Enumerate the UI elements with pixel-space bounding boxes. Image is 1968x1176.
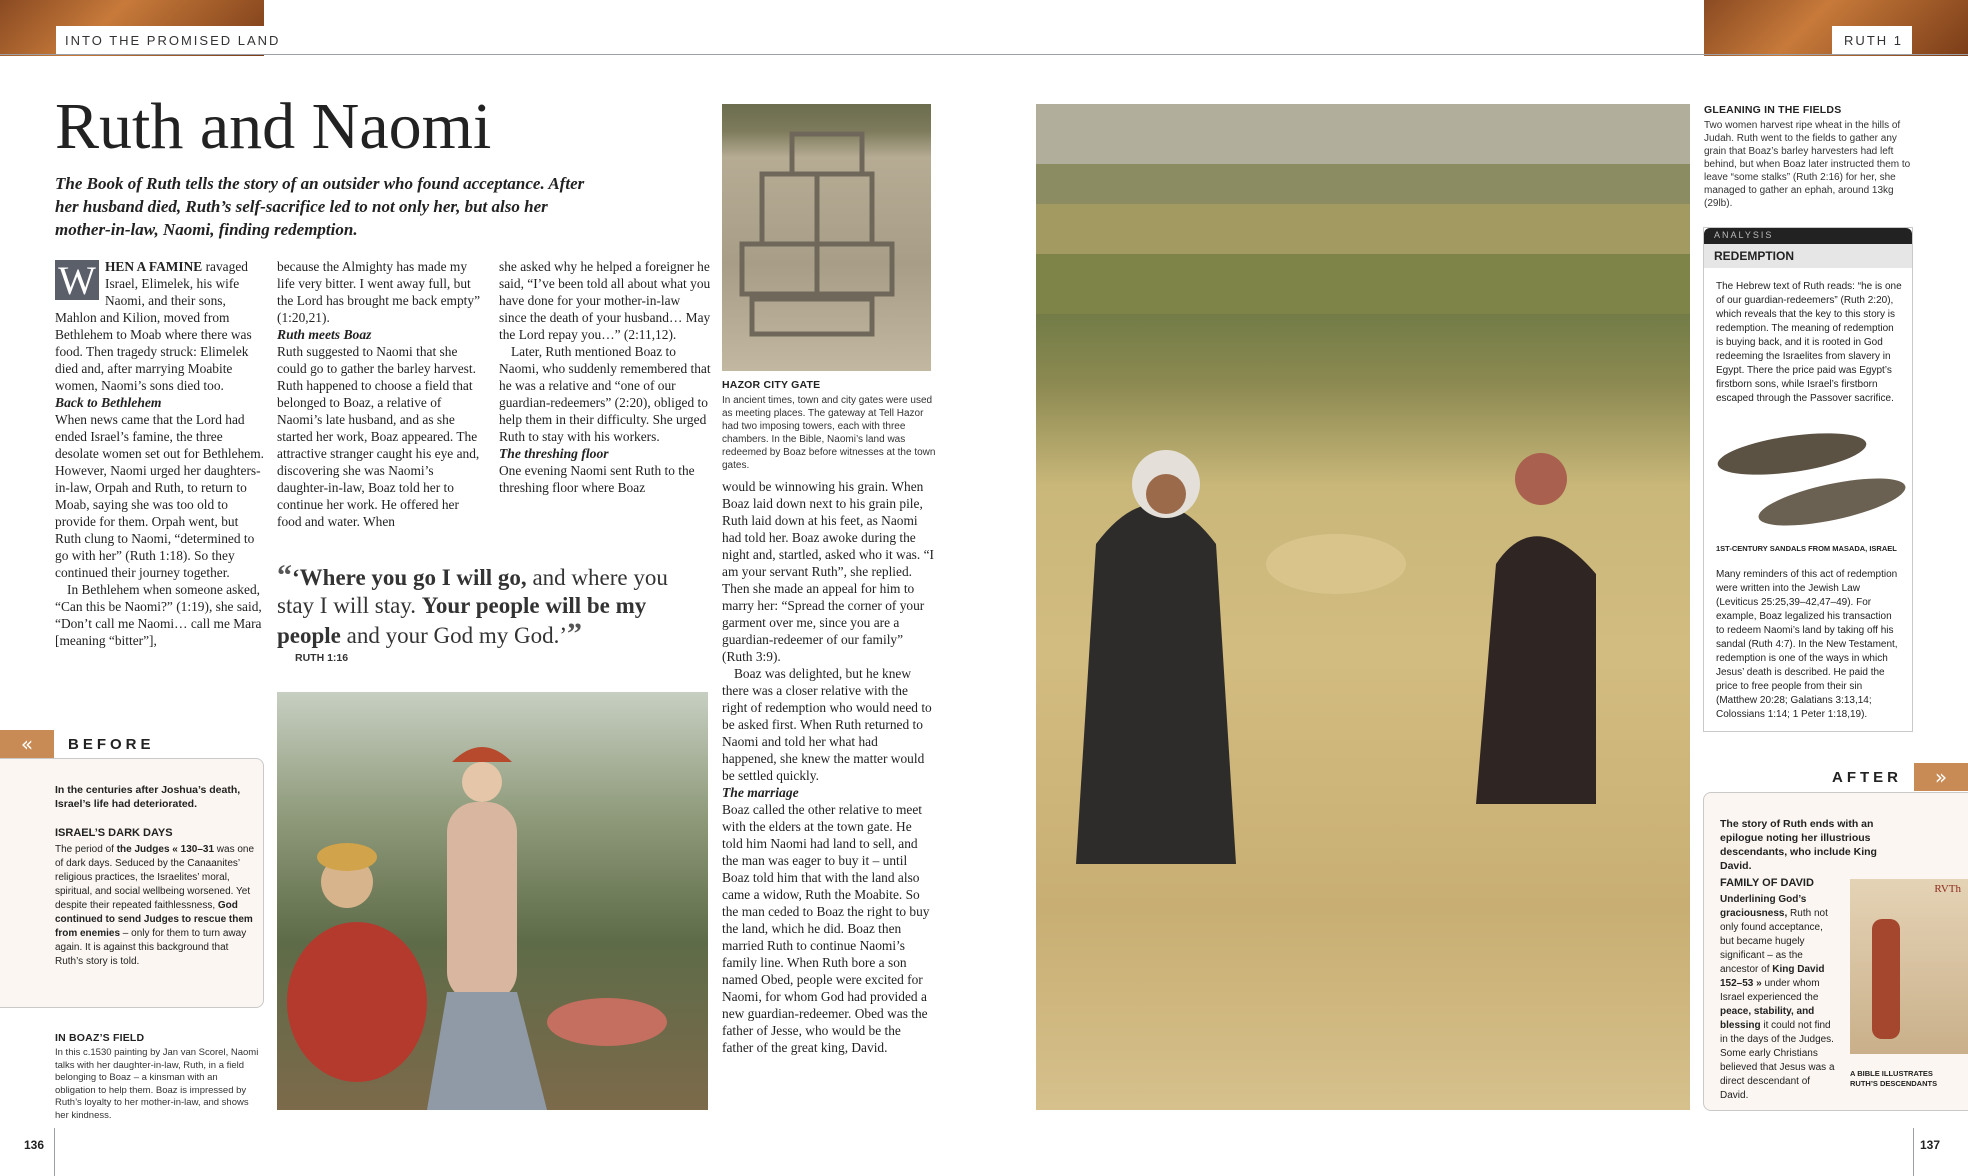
caption-title: HAZOR CITY GATE <box>722 379 821 391</box>
after-heading: FAMILY OF DAVID <box>1720 877 1814 889</box>
text: The period of <box>55 844 117 855</box>
women-harvesting-illustration <box>1036 104 1690 1110</box>
quote-part: Your people will be my people <box>277 593 647 648</box>
analysis-title: REDEMPTION <box>1714 249 1795 263</box>
subheading: Back to Bethlehem <box>55 395 162 410</box>
hazor-ruins-illustration <box>722 104 931 371</box>
article-title: Ruth and Naomi <box>55 90 492 163</box>
paragraph: she asked why he helped a foreigner he said, “I’ve been told all about what you have done for your mother-in-law since the death of your husband… May the Lord repay you…” (2:11,12). <box>499 259 711 342</box>
before-label: BEFORE <box>68 736 155 753</box>
caption-title: GLEANING IN THE FIELDS <box>1704 104 1842 116</box>
dropcap: W <box>55 260 99 300</box>
quote-part: and your God my God.’ <box>340 623 568 648</box>
paragraph: In Bethlehem when someone asked, “Can this be Naomi?” (1:19), she said, “Don’t call me Naomi… call me Mara [meaning “bitter”], <box>55 582 262 648</box>
bible-image-caption: A BIBLE ILLUSTRATES RUTH’S DESCENDANTS <box>1850 1069 1938 1088</box>
chevron-right-icon: » <box>1914 763 1968 791</box>
after-lead: The story of Ruth ends with an epilogue noting her illustrious descendants, who include King David. <box>1720 818 1877 872</box>
page-number-right: 137 <box>1920 1138 1941 1152</box>
before-lead: In the centuries after Joshua’s death, Israel’s life had deteriorated. <box>55 784 241 810</box>
body-column-1 <box>55 258 265 649</box>
sandals-illustration <box>1712 424 1906 534</box>
analysis-tag-bar <box>1704 228 1912 244</box>
subheading: The marriage <box>722 785 799 800</box>
footer-rule-right <box>1913 1128 1914 1176</box>
page-number-left: 136 <box>24 1138 45 1152</box>
body-column-2 <box>277 258 482 530</box>
subheading: The threshing floor <box>499 446 609 461</box>
caption-body: In ancient times, town and city gates were used as meeting places. The gateway at Tell Hazor had two imposing towers, each with three chambers. In the Bible, Naomi’s land was redeemed by Boaz before witnesses at the town gates. <box>722 395 936 471</box>
painting-in-boaz-field <box>277 692 708 1110</box>
text: was one of dark days. Seduced by the Canaanites’ religious practices, the Israelites’ moral, spiritual, and social wellbeing worsened. Yet despite their repeated faithlessness, <box>55 844 255 911</box>
body-column-3 <box>499 258 711 496</box>
header-rule <box>0 54 1968 55</box>
analysis-title-bar <box>1704 244 1912 268</box>
hazor-gate-photo <box>722 104 931 371</box>
hazor-caption <box>722 379 936 472</box>
after-label: AFTER <box>1832 769 1902 786</box>
running-head-right: RUTH 1 <box>1844 33 1903 48</box>
chevron-left-icon: « <box>0 730 54 758</box>
text: the Judges <box>116 844 170 855</box>
wheat-field-photo <box>1036 104 1690 1110</box>
before-heading: ISRAEL’S DARK DAYS <box>55 827 173 839</box>
after-body <box>1720 893 1838 1103</box>
sandals-caption: 1ST-CENTURY SANDALS FROM MASADA, ISRAEL <box>1716 544 1897 553</box>
text: Ruth not only found acceptance, but became hugely significant – as the ancestor of <box>1720 908 1828 975</box>
quote-part: ‘Where you go I will go, <box>292 565 527 590</box>
paragraph: One evening Naomi sent Ruth to the threshing floor where Boaz <box>499 463 695 495</box>
pull-quote <box>277 559 707 650</box>
paragraph: When news came that the Lord had ended Israel’s famine, the three desolate women set out for Bethlehem. However, Naomi urged her daughters-in-law, Orpah and Ruth, to return to Moab, saying she was too old to provide for them. Orpah went, but Ruth clung to Naomi, “determined to go with her” (Ruth 1:18). So they continued their journey together. <box>55 412 264 580</box>
text: it could not find in the days of the Judges. Some early Christians believed that Jesus was a direct descendant of David. <box>1720 1020 1835 1101</box>
cross-reference-link[interactable]: « 130–31 <box>169 844 215 855</box>
caption-title: IN BOAZ’S FIELD <box>55 1032 145 1044</box>
text: peace, stability, and blessing <box>1720 1006 1815 1031</box>
quote-mark-close: ” <box>567 617 583 650</box>
running-head-left: INTO THE PROMISED LAND <box>65 33 281 48</box>
text: – only for them to turn away again. It is against this background that Ruth’s story is told. <box>55 928 247 967</box>
before-body <box>55 843 255 969</box>
quote-source: RUTH 1:16 <box>295 652 349 664</box>
caption-body: In this c.1530 painting by Jan van Scorel, Naomi talks with her daughter-in-law, Ruth, in a field belonging to Boaz – a kinsman with an obligation to help them. Boaz is impressed by Ruth’s loyalty to her mother-in-law, and shows her kindness. <box>55 1047 259 1121</box>
quote-mark-open: “ <box>277 559 292 592</box>
cross-reference-link[interactable]: King David 152–53 » <box>1720 964 1825 989</box>
text: God continued to send Judges to rescue them from enemies <box>55 900 253 939</box>
paragraph: Later, Ruth mentioned Boaz to Naomi, who suddenly remembered that he was a relative and “one of our guardian-redeemers” (2:20), obliged to help them in their difficulty. She urged Ruth to stay with his workers. <box>499 344 711 444</box>
after-box <box>1703 792 1968 1111</box>
paragraph: Boaz called the other relative to meet with the elders at the town gate. He told him Naomi had land to sell, and the man was eager to buy it – until Boaz told him that with the land also came a widow, Ruth the Moabite. So the man ceded to Boaz the right to buy the land, which he did. Boaz then married Ruth to continue Naomi’s family line. When Ruth bore a son named Obed, people were excited for Naomi, for whom God had provided a new guardian-redeemer. Obed was the father of Jesse, who would be the father of the great king, David. <box>722 802 930 1055</box>
illustrated-figure <box>1872 919 1900 1039</box>
quote-part: and where you stay I will stay. <box>277 565 668 618</box>
lead-in: HEN A FAMINE <box>105 259 203 274</box>
caption-body: Two women harvest ripe wheat in the hills of Judah. Ruth went to the fields to gather any grain that Boaz’s barley harvesters had left behind, but when Boaz later instructed them to leave “some stalks” (Ruth 2:16) for her, she managed to gather an ephah, around 13kg (29lb). <box>1704 120 1911 209</box>
footer-rule-left <box>54 1128 55 1176</box>
paragraph: Boaz was delighted, but he knew there was a closer relative with the right of redemption who would need to be asked first. When Ruth returned to Naomi and told her what had happened, she knew the matter would be settled quickly. <box>722 666 932 783</box>
analysis-body-1: The Hebrew text of Ruth reads: “he is one of our guardian-redeemers” (Ruth 2:20), which reveals that the key to this story is redemption. The meaning of redemption is buying back, and it is rooted in God redeeming the Israelites from slavery in Egypt. There the price paid was Egypt’s firstborn sons, while Israel’s firstborn escaped through the Passover sacrifice. <box>1716 281 1902 404</box>
bible-illustration-image <box>1850 879 1968 1054</box>
paragraph: because the Almighty has made my life very bitter. I went away full, but the Lord has brought me back empty” (1:20,21). <box>277 259 481 325</box>
paragraph: ravaged Israel, Elimelek, his wife Naomi, and their sons, Mahlon and Kilion, moved from Bethlehem to Moab where there was food. Then tragedy struck: Elimelek died and, after marrying Moabite women, Naomi’s sons died too. <box>55 259 252 393</box>
before-box <box>0 758 264 1008</box>
subheading: Ruth meets Boaz <box>277 327 372 342</box>
article-intro: The Book of Ruth tells the story of an outsider who found acceptance. After her husband died, Ruth’s self-sacrifice led to not only her, but also her mother-in-law, Naomi, finding redemption. <box>55 174 585 239</box>
manuscript-lettering: RVTh <box>1934 883 1961 895</box>
text: under whom Israel experienced the <box>1720 978 1820 1003</box>
paragraph: would be winnowing his grain. When Boaz laid down next to his grain pile, Ruth laid down at his feet, as Naomi had told her. Boaz awoke during the night and, startled, asked who it was. “I am your servant Ruth”, she replied. Then she made an appeal for him to marry her: “Spread the corner of your garment over me, since you are a guardian-redeemer of our family” (Ruth 3:9). <box>722 479 934 664</box>
paragraph: Ruth suggested to Naomi that she could go to gather the barley harvest. Ruth happened to choose a field that belonged to Boaz, a relative of Naomi’s late husband, and as she started her work, Boaz appeared. The attractive stranger caught his eye and, discovering she was Naomi’s daughter-in-law, Boaz told her to continue her work. He offered her food and water. When <box>277 344 480 529</box>
painting-caption <box>55 1032 260 1122</box>
gleaning-caption <box>1704 104 1914 210</box>
analysis-tag: ANALYSIS <box>1714 230 1774 240</box>
body-column-4 <box>722 478 935 1056</box>
painting-illustration <box>277 692 708 1110</box>
text: Underlining God’s graciousness, <box>1720 894 1807 919</box>
analysis-box <box>1703 227 1913 732</box>
analysis-body-2: Many reminders of this act of redemption were written into the Jewish Law (Leviticus 25:25,39–42,47–49). For example, Boaz legalized his transaction to redeem Naomi’s land by taking off his sandal (Ruth 4:7). In the New Testament, redemption is one of the ways in which Jesus’ death is described. He paid the price to free people from their sin (Matthew 20:28; Galatians 3:13,14; Colossians 1:14; 1 Peter 1:18,19). <box>1716 569 1898 720</box>
